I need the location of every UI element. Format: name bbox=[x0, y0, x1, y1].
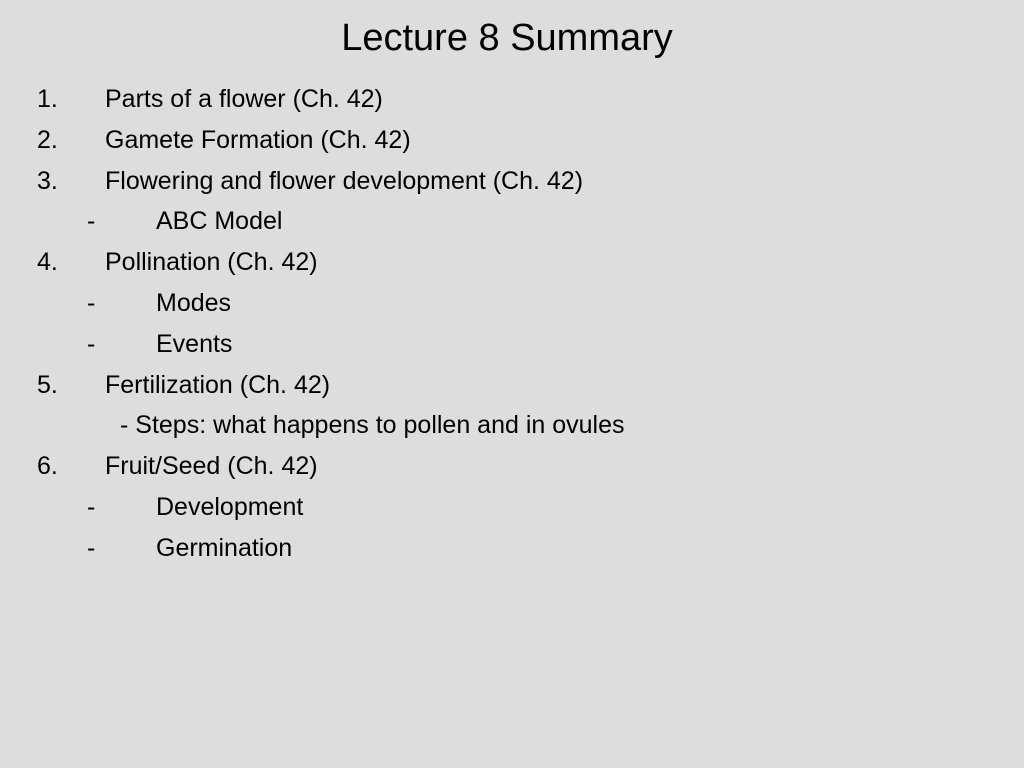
list-item-number: 3. bbox=[37, 166, 58, 195]
list-item-number: 5. bbox=[37, 370, 58, 399]
list-item-text: Gamete Formation (Ch. 42) bbox=[105, 125, 411, 154]
sub-list-item bbox=[0, 283, 1024, 324]
dash-bullet: - bbox=[87, 288, 96, 317]
sub-list-item-text: Development bbox=[156, 492, 304, 521]
sub-list-item bbox=[0, 528, 1024, 569]
list-item-text: Fruit/Seed (Ch. 42) bbox=[105, 452, 318, 481]
list-item bbox=[0, 161, 1024, 202]
list-item-number: 2. bbox=[37, 125, 58, 154]
sub-list-item bbox=[0, 405, 1024, 446]
list-item bbox=[0, 446, 1024, 487]
list-item-text: Fertilization (Ch. 42) bbox=[105, 370, 331, 399]
list-item-text: Parts of a flower (Ch. 42) bbox=[105, 85, 383, 113]
sub-list-item-text: Events bbox=[156, 329, 233, 358]
list-item-text: Flowering and flower development (Ch. 42) bbox=[105, 166, 584, 195]
list-item-number: 1. bbox=[37, 85, 58, 113]
list-item-number: 6. bbox=[37, 452, 58, 481]
list-item bbox=[0, 242, 1024, 283]
dash-bullet: - bbox=[87, 329, 96, 358]
sub-list-item-text: ABC Model bbox=[156, 207, 283, 236]
sub-list-item-text: Modes bbox=[156, 288, 232, 317]
list-item bbox=[0, 79, 1024, 120]
dash-bullet: - bbox=[87, 492, 96, 521]
slide-title: Lecture 8 Summary bbox=[341, 17, 673, 59]
dash-bullet: - bbox=[87, 207, 96, 236]
sub-list-item bbox=[0, 487, 1024, 528]
list-item-number: 4. bbox=[37, 248, 58, 277]
sub-list-item bbox=[0, 324, 1024, 365]
dash-bullet: - bbox=[87, 533, 96, 562]
list-item bbox=[0, 120, 1024, 161]
summary-list bbox=[0, 79, 1024, 569]
sub-list-item-text: Germination bbox=[156, 533, 293, 562]
sub-list-item-text: - Steps: what happens to pollen and in ovules bbox=[120, 411, 625, 440]
sub-list-item bbox=[0, 201, 1024, 242]
list-item-text: Pollination (Ch. 42) bbox=[105, 248, 318, 277]
list-item bbox=[0, 365, 1024, 406]
